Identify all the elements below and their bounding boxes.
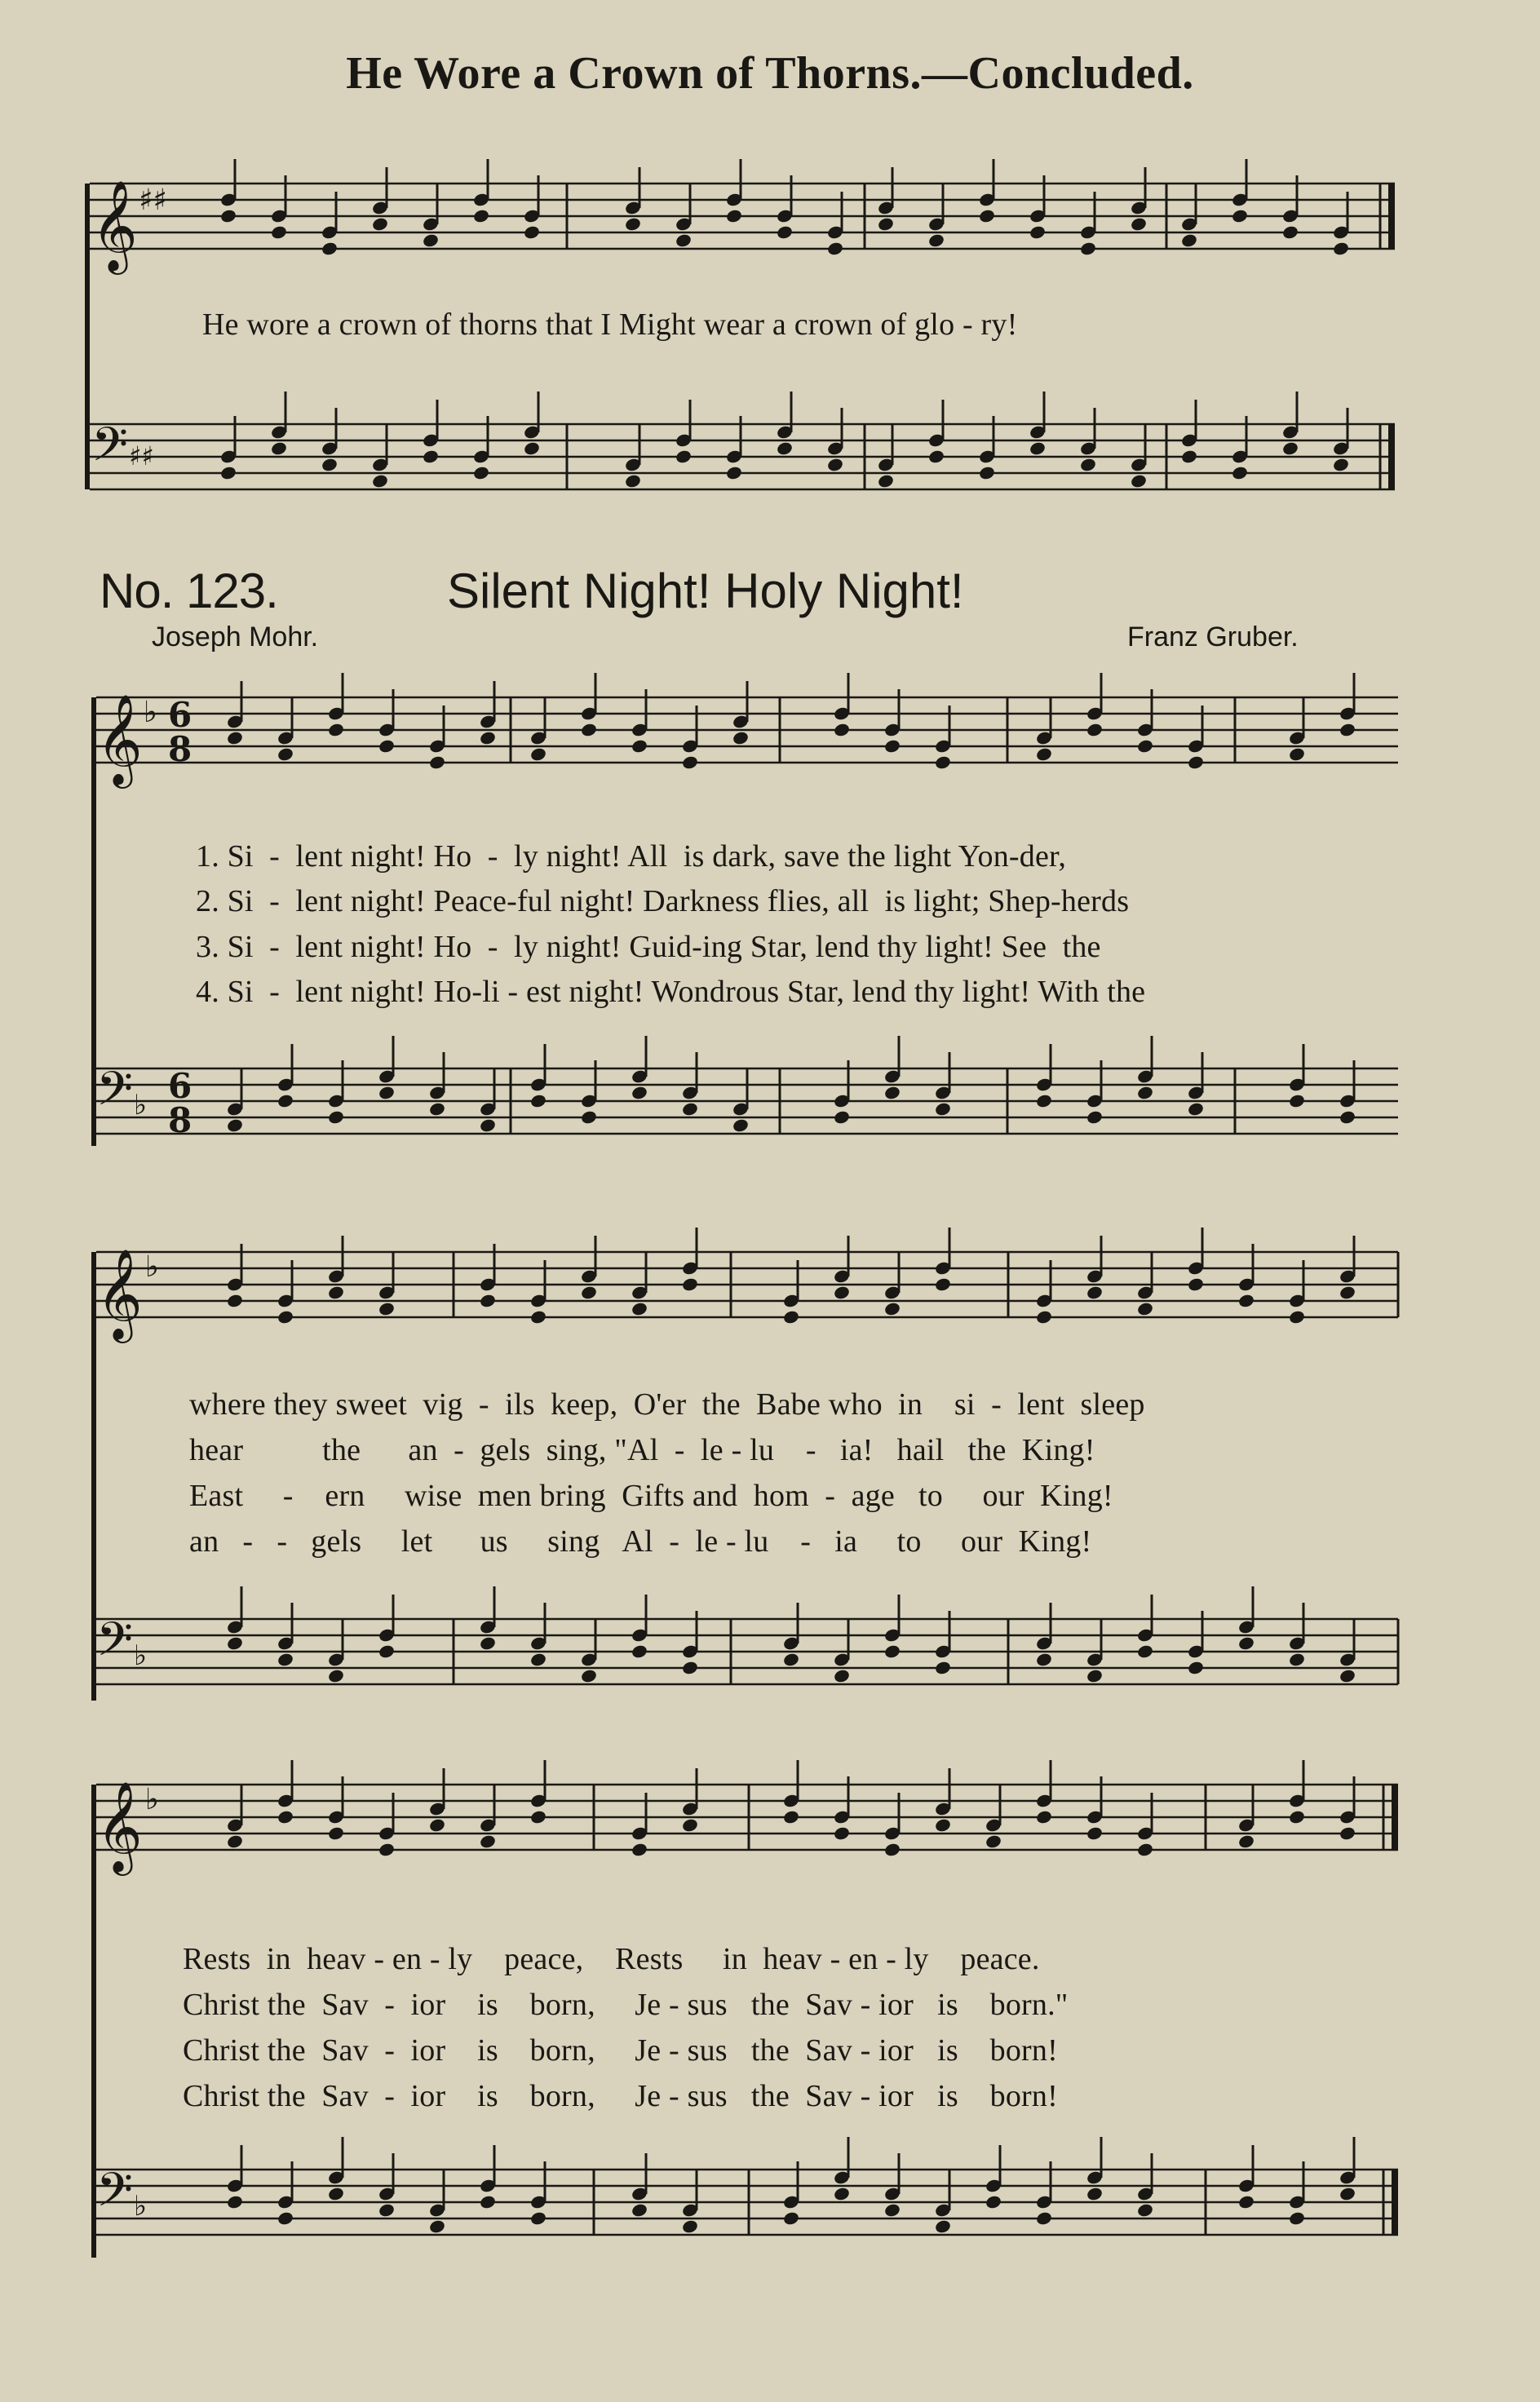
- note-head: [479, 1293, 497, 1308]
- system1-bass-staff: [90, 408, 1403, 538]
- note-head: [428, 1817, 446, 1833]
- note-head: [725, 465, 743, 480]
- system4-lyric-verse1: Rests in heav - en - ly peace, Rests in heav - en - ly peace.: [183, 1942, 1040, 1976]
- note-head: [826, 241, 844, 256]
- note-head: [883, 738, 901, 754]
- system3-lyric-verse1: where they sweet vig - ils keep, O'er the Babe who in si - lent sleep: [189, 1387, 1145, 1422]
- note-head: [631, 1842, 648, 1857]
- note-head: [277, 2210, 294, 2226]
- system2-lyric-verse4: 4. Si - lent night! Ho-li - est night! Wondrous Star, lend thy light! With the: [196, 975, 1146, 1009]
- note-head: [422, 232, 440, 248]
- key-signature-sharps-bass: ♯♯: [129, 440, 154, 471]
- note-head: [378, 2202, 396, 2218]
- bass-clef-icon: 𝄢: [96, 1612, 134, 1679]
- treble-clef-icon: 𝄞: [96, 1248, 143, 1339]
- note-head: [1180, 232, 1198, 248]
- note-head: [371, 216, 389, 232]
- treble-clef-icon: 𝄞: [91, 179, 138, 271]
- note-head: [1086, 1109, 1104, 1125]
- note-head: [378, 738, 396, 754]
- note-head: [1086, 722, 1104, 737]
- note-head: [1231, 465, 1249, 480]
- note-head: [1086, 1825, 1104, 1841]
- key-signature-flat-bass: ♭: [134, 1639, 148, 1672]
- note-head: [277, 1093, 294, 1108]
- note-head: [1237, 1834, 1255, 1849]
- note-head: [782, 1309, 800, 1325]
- treble-clef-icon: 𝄞: [96, 1780, 143, 1872]
- note-head: [327, 1109, 345, 1125]
- system2-treble-staff: [96, 681, 1401, 812]
- note-head: [1086, 2186, 1104, 2201]
- note-head: [883, 1842, 901, 1857]
- note-head: [681, 1817, 699, 1833]
- note-head: [675, 232, 693, 248]
- note-head: [877, 473, 895, 489]
- note-head: [277, 1309, 294, 1325]
- note-head: [422, 449, 440, 464]
- system1-bracket: [85, 184, 90, 489]
- note-head: [1029, 224, 1047, 240]
- system3-lyric-verse2: hear the an - gels sing, "Al - le - lu - ia! hail the King!: [189, 1433, 1095, 1467]
- note-head: [1180, 449, 1198, 464]
- note-head: [1035, 1809, 1053, 1825]
- hymn-number: No. 123.: [100, 564, 278, 618]
- note-head: [631, 1301, 648, 1316]
- note-head: [883, 1643, 901, 1659]
- note-head: [277, 1652, 294, 1667]
- note-head: [321, 241, 339, 256]
- note-head: [219, 465, 237, 480]
- note-head: [327, 722, 345, 737]
- system3-treble-staff: [96, 1236, 1401, 1366]
- note-head: [472, 465, 490, 480]
- note-head: [219, 208, 237, 223]
- system4-lyric-verse2: Christ the Sav - ior is born, Je - sus the Sav - ior is born.": [183, 1988, 1069, 2022]
- note-head: [428, 1101, 446, 1117]
- note-head: [529, 1093, 547, 1108]
- note-head: [270, 224, 288, 240]
- note-head: [428, 754, 446, 770]
- note-head: [479, 730, 497, 745]
- note-head: [1231, 208, 1249, 223]
- note-head: [927, 449, 945, 464]
- lyricist-credit: Joseph Mohr.: [152, 622, 319, 652]
- note-head: [378, 1301, 396, 1316]
- note-head: [226, 1117, 244, 1133]
- note-head: [1136, 2202, 1154, 2218]
- system2-lyric-verse1: 1. Si - lent night! Ho - ly night! All is dark, save the light Yon-der,: [196, 839, 1067, 874]
- note-head: [378, 1643, 396, 1659]
- note-head: [883, 1301, 901, 1316]
- note-head: [985, 2194, 1002, 2210]
- note-head: [631, 2202, 648, 2218]
- note-head: [1339, 1825, 1356, 1841]
- note-head: [1237, 1635, 1255, 1651]
- key-signature-flat: ♭: [145, 1782, 159, 1816]
- note-head: [675, 449, 693, 464]
- note-head: [1079, 241, 1097, 256]
- note-head: [1029, 440, 1047, 456]
- note-head: [321, 457, 339, 472]
- note-head: [1187, 1660, 1205, 1675]
- note-head: [580, 1285, 598, 1300]
- note-head: [934, 2218, 952, 2234]
- bass-clef-icon: 𝄢: [91, 417, 129, 484]
- note-head: [226, 1834, 244, 1849]
- system4-treble-staff: [96, 1768, 1401, 1899]
- system2-lyric-verse2: 2. Si - lent night! Peace-ful night! Darkness flies, all is light; Shep-herds: [196, 884, 1130, 918]
- note-head: [681, 1276, 699, 1292]
- note-head: [934, 1101, 952, 1117]
- note-head: [624, 216, 642, 232]
- bass-clef-icon: 𝄢: [96, 2162, 134, 2229]
- note-head: [479, 1834, 497, 1849]
- note-head: [1288, 1093, 1306, 1108]
- page-title: He Wore a Crown of Thorns.—Concluded.: [346, 48, 1194, 99]
- note-head: [226, 1635, 244, 1651]
- system4-lyric-verse4: Christ the Sav - ior is born, Je - sus the Sav - ior is born!: [183, 2079, 1058, 2113]
- note-head: [371, 473, 389, 489]
- note-head: [1332, 241, 1350, 256]
- note-head: [934, 1660, 952, 1675]
- note-head: [1086, 1668, 1104, 1683]
- note-head: [1136, 1301, 1154, 1316]
- note-head: [1130, 473, 1148, 489]
- note-head: [327, 1668, 345, 1683]
- note-head: [624, 473, 642, 489]
- note-head: [1288, 746, 1306, 762]
- note-head: [782, 2210, 800, 2226]
- time-sig-top-bass: 6: [168, 1066, 192, 1106]
- note-head: [985, 1834, 1002, 1849]
- note-head: [529, 2210, 547, 2226]
- note-head: [529, 1652, 547, 1667]
- note-head: [472, 208, 490, 223]
- note-head: [631, 738, 648, 754]
- note-head: [1281, 440, 1299, 456]
- note-head: [934, 1276, 952, 1292]
- time-sig-top: 6: [168, 695, 192, 735]
- note-head: [826, 457, 844, 472]
- note-head: [681, 754, 699, 770]
- note-head: [782, 1809, 800, 1825]
- note-head: [378, 1085, 396, 1100]
- system4-bass-staff: [96, 2153, 1401, 2284]
- note-head: [1079, 457, 1097, 472]
- note-head: [1136, 1085, 1154, 1100]
- note-head: [529, 1309, 547, 1325]
- note-head: [378, 1842, 396, 1857]
- hymn-title: Silent Night! Holy Night!: [447, 564, 964, 618]
- note-head: [1035, 1093, 1053, 1108]
- system2-lyric-verse3: 3. Si - lent night! Ho - ly night! Guid-ing Star, lend thy light! See the: [196, 930, 1101, 964]
- note-head: [428, 2218, 446, 2234]
- note-head: [732, 730, 750, 745]
- note-head: [1086, 1285, 1104, 1300]
- note-head: [523, 224, 541, 240]
- key-signature-flat-bass: ♭: [134, 1089, 148, 1121]
- note-head: [1035, 1309, 1053, 1325]
- system2-bass-staff: [96, 1052, 1401, 1183]
- key-signature-sharps: ♯♯: [139, 183, 167, 217]
- note-head: [479, 1635, 497, 1651]
- system4-lyric-verse3: Christ the Sav - ior is born, Je - sus the Sav - ior is born!: [183, 2033, 1058, 2068]
- note-head: [732, 1117, 750, 1133]
- note-head: [978, 208, 996, 223]
- system3-bass-staff: [96, 1603, 1401, 1733]
- note-head: [327, 2186, 345, 2201]
- time-sig-bottom-bass: 8: [168, 1100, 192, 1140]
- note-head: [833, 1825, 851, 1841]
- time-sig-bottom: 8: [168, 729, 192, 769]
- note-head: [580, 1109, 598, 1125]
- note-head: [1339, 1109, 1356, 1125]
- note-head: [1035, 1652, 1053, 1667]
- note-head: [270, 440, 288, 456]
- note-head: [782, 1652, 800, 1667]
- note-head: [1288, 1809, 1306, 1825]
- key-signature-flat: ♭: [144, 695, 157, 729]
- note-head: [833, 722, 851, 737]
- note-head: [529, 1809, 547, 1825]
- note-head: [277, 1809, 294, 1825]
- note-head: [580, 722, 598, 737]
- note-head: [833, 1668, 851, 1683]
- note-head: [1339, 722, 1356, 737]
- note-head: [1187, 754, 1205, 770]
- note-head: [1136, 1842, 1154, 1857]
- note-head: [776, 440, 794, 456]
- note-head: [327, 1825, 345, 1841]
- note-head: [776, 224, 794, 240]
- note-head: [1288, 2210, 1306, 2226]
- note-head: [1187, 1276, 1205, 1292]
- note-head: [681, 1101, 699, 1117]
- note-head: [833, 1109, 851, 1125]
- note-head: [833, 1285, 851, 1300]
- composer-credit: Franz Gruber.: [1127, 622, 1299, 652]
- note-head: [1136, 1643, 1154, 1659]
- note-head: [1339, 1668, 1356, 1683]
- note-head: [1332, 457, 1350, 472]
- note-head: [327, 1285, 345, 1300]
- note-head: [226, 730, 244, 745]
- note-head: [1187, 1101, 1205, 1117]
- note-head: [631, 1643, 648, 1659]
- note-head: [529, 746, 547, 762]
- note-head: [479, 2194, 497, 2210]
- system3-lyric-verse3: East - ern wise men bring Gifts and hom - age to our King!: [189, 1479, 1113, 1513]
- note-head: [833, 2186, 851, 2201]
- note-head: [479, 1117, 497, 1133]
- note-head: [934, 754, 952, 770]
- note-head: [725, 208, 743, 223]
- note-head: [1035, 2210, 1053, 2226]
- note-head: [1035, 746, 1053, 762]
- note-head: [226, 2194, 244, 2210]
- note-head: [1339, 2186, 1356, 2201]
- key-signature-flat-bass: ♭: [134, 2190, 148, 2223]
- note-head: [631, 1085, 648, 1100]
- note-head: [934, 1817, 952, 1833]
- note-head: [877, 216, 895, 232]
- note-head: [1237, 2194, 1255, 2210]
- note-head: [978, 465, 996, 480]
- note-head: [1281, 224, 1299, 240]
- note-head: [226, 1293, 244, 1308]
- note-head: [277, 746, 294, 762]
- note-head: [1288, 1309, 1306, 1325]
- note-head: [523, 440, 541, 456]
- bass-clef-icon: 𝄢: [96, 1061, 134, 1128]
- treble-clef-icon: 𝄞: [96, 693, 143, 785]
- note-head: [1237, 1293, 1255, 1308]
- system1-treble-staff: [90, 167, 1403, 298]
- note-head: [1136, 738, 1154, 754]
- note-head: [883, 1085, 901, 1100]
- note-head: [681, 2218, 699, 2234]
- note-head: [883, 2202, 901, 2218]
- note-head: [1288, 1652, 1306, 1667]
- note-head: [580, 1668, 598, 1683]
- key-signature-flat: ♭: [145, 1250, 159, 1284]
- system1-lyric: He wore a crown of thorns that I Might wear a crown of glo - ry!: [202, 307, 1018, 342]
- system3-lyric-verse4: an - - gels let us sing Al - le - lu - ia to our King!: [189, 1524, 1092, 1559]
- note-head: [927, 232, 945, 248]
- note-head: [681, 1660, 699, 1675]
- note-head: [1130, 216, 1148, 232]
- note-head: [1339, 1285, 1356, 1300]
